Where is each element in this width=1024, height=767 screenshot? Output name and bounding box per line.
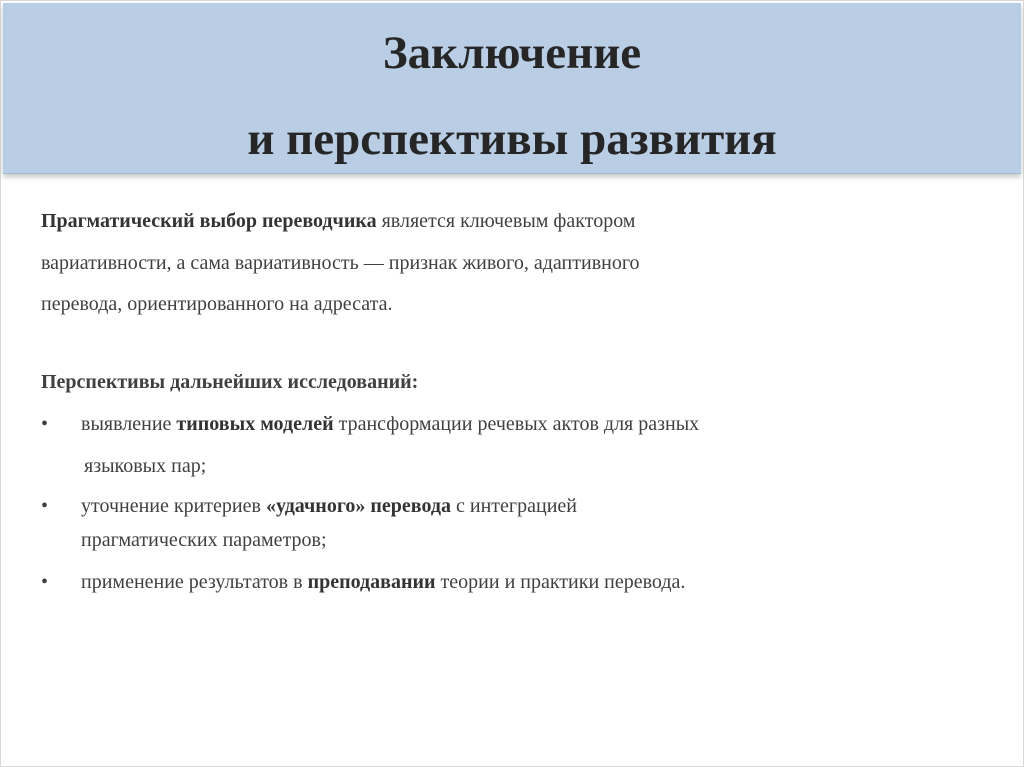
bullet-1-line-2: языковых пар; [84, 455, 207, 477]
bullet-1-line-1 [81, 410, 699, 439]
bullet-3-bold: преподавании [307, 571, 436, 593]
bullet-2-line-2: прагматических параметров; [81, 529, 327, 551]
title-band [3, 3, 1021, 174]
bullet-3-line-1 [81, 568, 685, 597]
intro-line-3: перевода, ориентированного на адресата. [41, 293, 393, 315]
bullet-2-text-pre: уточнение критериев [81, 495, 266, 517]
bullet-1-text-post: трансформации речевых актов для разных [333, 413, 700, 435]
bullet-3-text-pre: применение результатов в [81, 571, 308, 593]
intro-line-2: вариативности, а сама вариативность — признак живого, адаптивного [41, 252, 640, 274]
intro-line-1-rest: является ключевым фактором [376, 210, 636, 232]
bullet-2-bold: «удачного» перевода [265, 495, 452, 517]
bullet-1-text-pre: выявление [81, 413, 177, 435]
slide-title-line-2: и перспективы развития [247, 113, 777, 165]
bullet-3-text-post: теории и практики перевода. [435, 571, 686, 593]
bullet-2-line-1 [81, 492, 577, 521]
bullet-2-text-post: с интеграцией [451, 495, 577, 517]
slide-title-line-1: Заключение [382, 27, 642, 79]
bullet-icon: • [41, 571, 49, 593]
intro-bold-phrase: Прагматический выбор переводчика [41, 210, 377, 232]
perspectives-heading: Перспективы дальнейших исследований: [41, 371, 419, 393]
bullet-icon: • [41, 495, 49, 517]
bullet-1-bold: типовых моделей [176, 413, 334, 435]
bullet-icon: • [41, 413, 49, 435]
intro-line-1 [41, 207, 635, 236]
